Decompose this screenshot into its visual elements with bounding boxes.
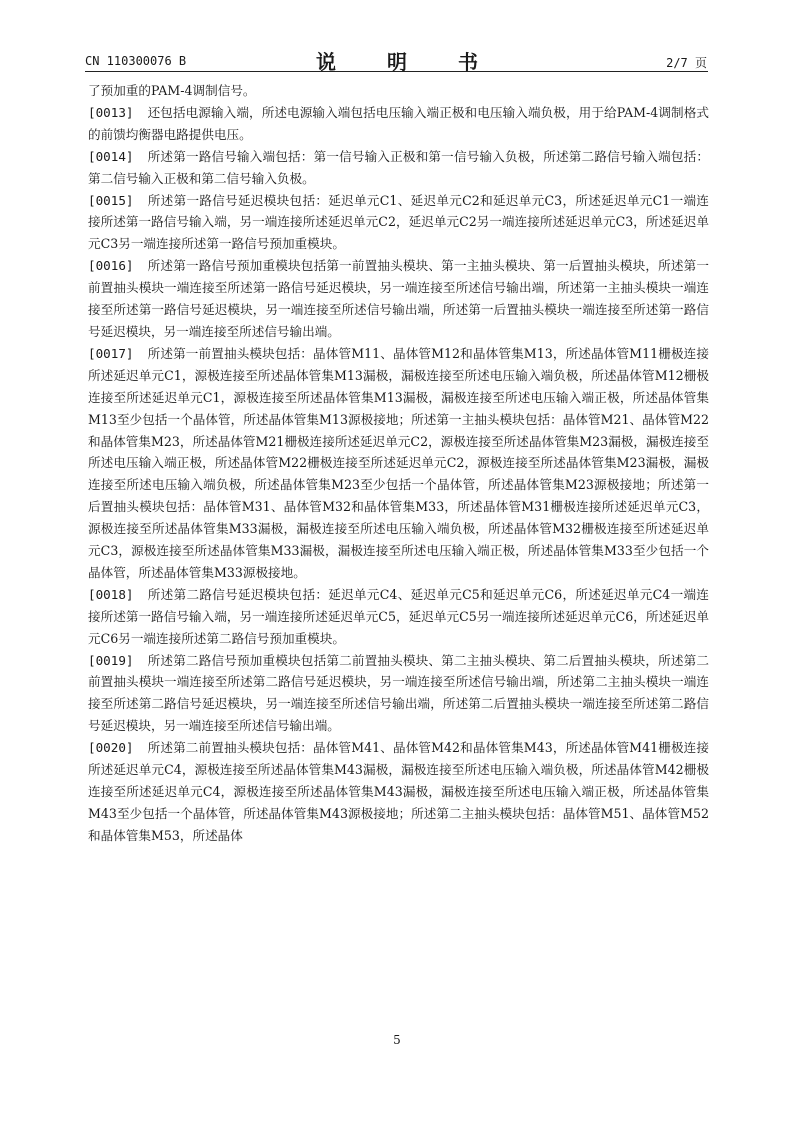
paragraph-number: [0016]: [88, 258, 134, 274]
paragraph-0013: [88, 102, 709, 146]
paragraph-text: 所述第一前置抽头模块包括：晶体管M11、晶体管M12和晶体管集M13，所述晶体管M11栅极连接所述延迟单元C1，源极连接至所述晶体管集M13漏极，漏极连接至所述电压输入端负极，所述晶体管M12栅极连接至所述延迟单元C1，源极连接至所述晶体管集M13漏极，漏极连接至所述电压输入端正极，所述晶体管集M13至少包括一个晶体管，所述晶体管集M13源极接地；所述第一主抽头模块包括：晶体管M21、晶体管M22和晶体管集M23，所述晶体管M21栅极连接所述延迟单元C2，源极连接至所述晶体管集M23漏极，漏极连接至所述电压输入端正极，所述晶体管M22栅极连接至所述延迟单元C2，源极连接至所述晶体管集M23漏极，漏极连接至所述电压输入端负极，所述晶体管集M23至少包括一个晶体管，所述晶体管集M23源极接地；所述第一后置抽头模块包括：晶体管M31、晶体管M32和晶体管集M33，所述晶体管M31栅极连接所述延迟单元C3，源极连接至所述晶体管集M33漏极，漏极连接至所述电压输入端负极，所述晶体管M32栅极连接至所述延迟单元C3，源极连接至所述晶体管集M33漏极，漏极连接至所述电压输入端正极，所述晶体管集M33至少包括一个晶体管，所述晶体管集M33源极接地。: [88, 345, 709, 580]
page-number: 5: [393, 1033, 401, 1047]
paragraph-number: [0014]: [88, 148, 134, 164]
paragraph-text: 所述第二路信号预加重模块包括第二前置抽头模块、第二主抽头模块、第二后置抽头模块，所述第二前置抽头模块一端连接至所述第二路信号延迟模块，另一端连接至所述信号输出端，所述第二主抽头模块一端连接至所述第二路信号延迟模块，另一端连接至所述信号输出端，所述第二后置抽头模块一端连接至所述第二路信号延迟模块，另一端连接至所述信号输出端。: [88, 652, 709, 734]
paragraph-0018: [88, 584, 709, 650]
paragraph-0020: [88, 737, 709, 847]
paragraph-0017: [88, 343, 709, 584]
paragraph-number: [0020]: [88, 740, 134, 756]
page-indicator: 2/7 页: [666, 56, 707, 70]
paragraph-text: 所述第一路信号输入端包括：第一信号输入正极和第一信号输入负极，所述第二路信号输入端包括：第二信号输入正极和第二信号输入负极。: [88, 148, 709, 186]
paragraph-0016: [88, 255, 709, 343]
paragraph-text: 所述第二路信号延迟模块包括：延迟单元C4、延迟单元C5和延迟单元C6，所述延迟单元C4一端连接所述第一路信号输入端，另一端连接所述延迟单元C5，延迟单元C5另一端连接所述延迟单元C6，所述延迟单元C6另一端连接所述第二路信号预加重模块。: [88, 586, 709, 646]
paragraph-text: 所述第一路信号预加重模块包括第一前置抽头模块、第一主抽头模块、第一后置抽头模块，所述第一前置抽头模块一端连接至所述第一路信号延迟模块，另一端连接至所述信号输出端，所述第一主抽头模块一端连接至所述第一路信号延迟模块，另一端连接至所述信号输出端，所述第一后置抽头模块一端连接至所述第一路信号延迟模块，另一端连接至所述信号输出端。: [88, 258, 709, 339]
paragraph-number: [0013]: [88, 104, 134, 120]
paragraph-text: 所述第二前置抽头模块包括：晶体管M41、晶体管M42和晶体管集M43，所述晶体管M41栅极连接所述延迟单元C4，源极连接至所述晶体管集M43漏极，漏极连接至所述电压输入端负极，所述晶体管M42栅极连接至所述延迟单元C4，源极连接至所述晶体管集M43漏极，漏极连接至所述电压输入端正极，所述晶体管集M43至少包括一个晶体管，所述晶体管集M43源极接地；所述第二主抽头模块包括：晶体管M51、晶体管M52和晶体管集M53，所述晶体: [88, 740, 709, 843]
paragraph-text: 了预加重的PAM-4调制信号。: [88, 83, 256, 98]
document-number: CN 110300076 B: [85, 54, 187, 68]
paragraph-0015: [88, 190, 709, 256]
paragraph-number: [0015]: [88, 192, 134, 208]
paragraph-text: 所述第一路信号延迟模块包括：延迟单元C1、延迟单元C2和延迟单元C3，所述延迟单元C1一端连接所述第一路信号输入端，另一端连接所述延迟单元C2，延迟单元C2另一端连接所述延迟单元C3，所述延迟单元C3另一端连接所述第一路信号预加重模块。: [88, 192, 709, 252]
paragraph-text: 还包括电源输入端，所述电源输入端包括电压输入端正极和电压输入端负极，用于给PAM-4调制格式的前馈均衡器电路提供电压。: [88, 104, 709, 142]
paragraph-number: [0019]: [88, 652, 134, 668]
paragraph-continuation: [88, 80, 709, 102]
paragraph-number: [0018]: [88, 586, 134, 602]
description-body: [88, 80, 709, 847]
paragraph-number: [0017]: [88, 345, 134, 361]
paragraph-0019: [88, 650, 709, 738]
page-title: 说 明 书: [316, 50, 500, 74]
paragraph-0014: [88, 146, 709, 190]
header-divider: [85, 71, 708, 72]
